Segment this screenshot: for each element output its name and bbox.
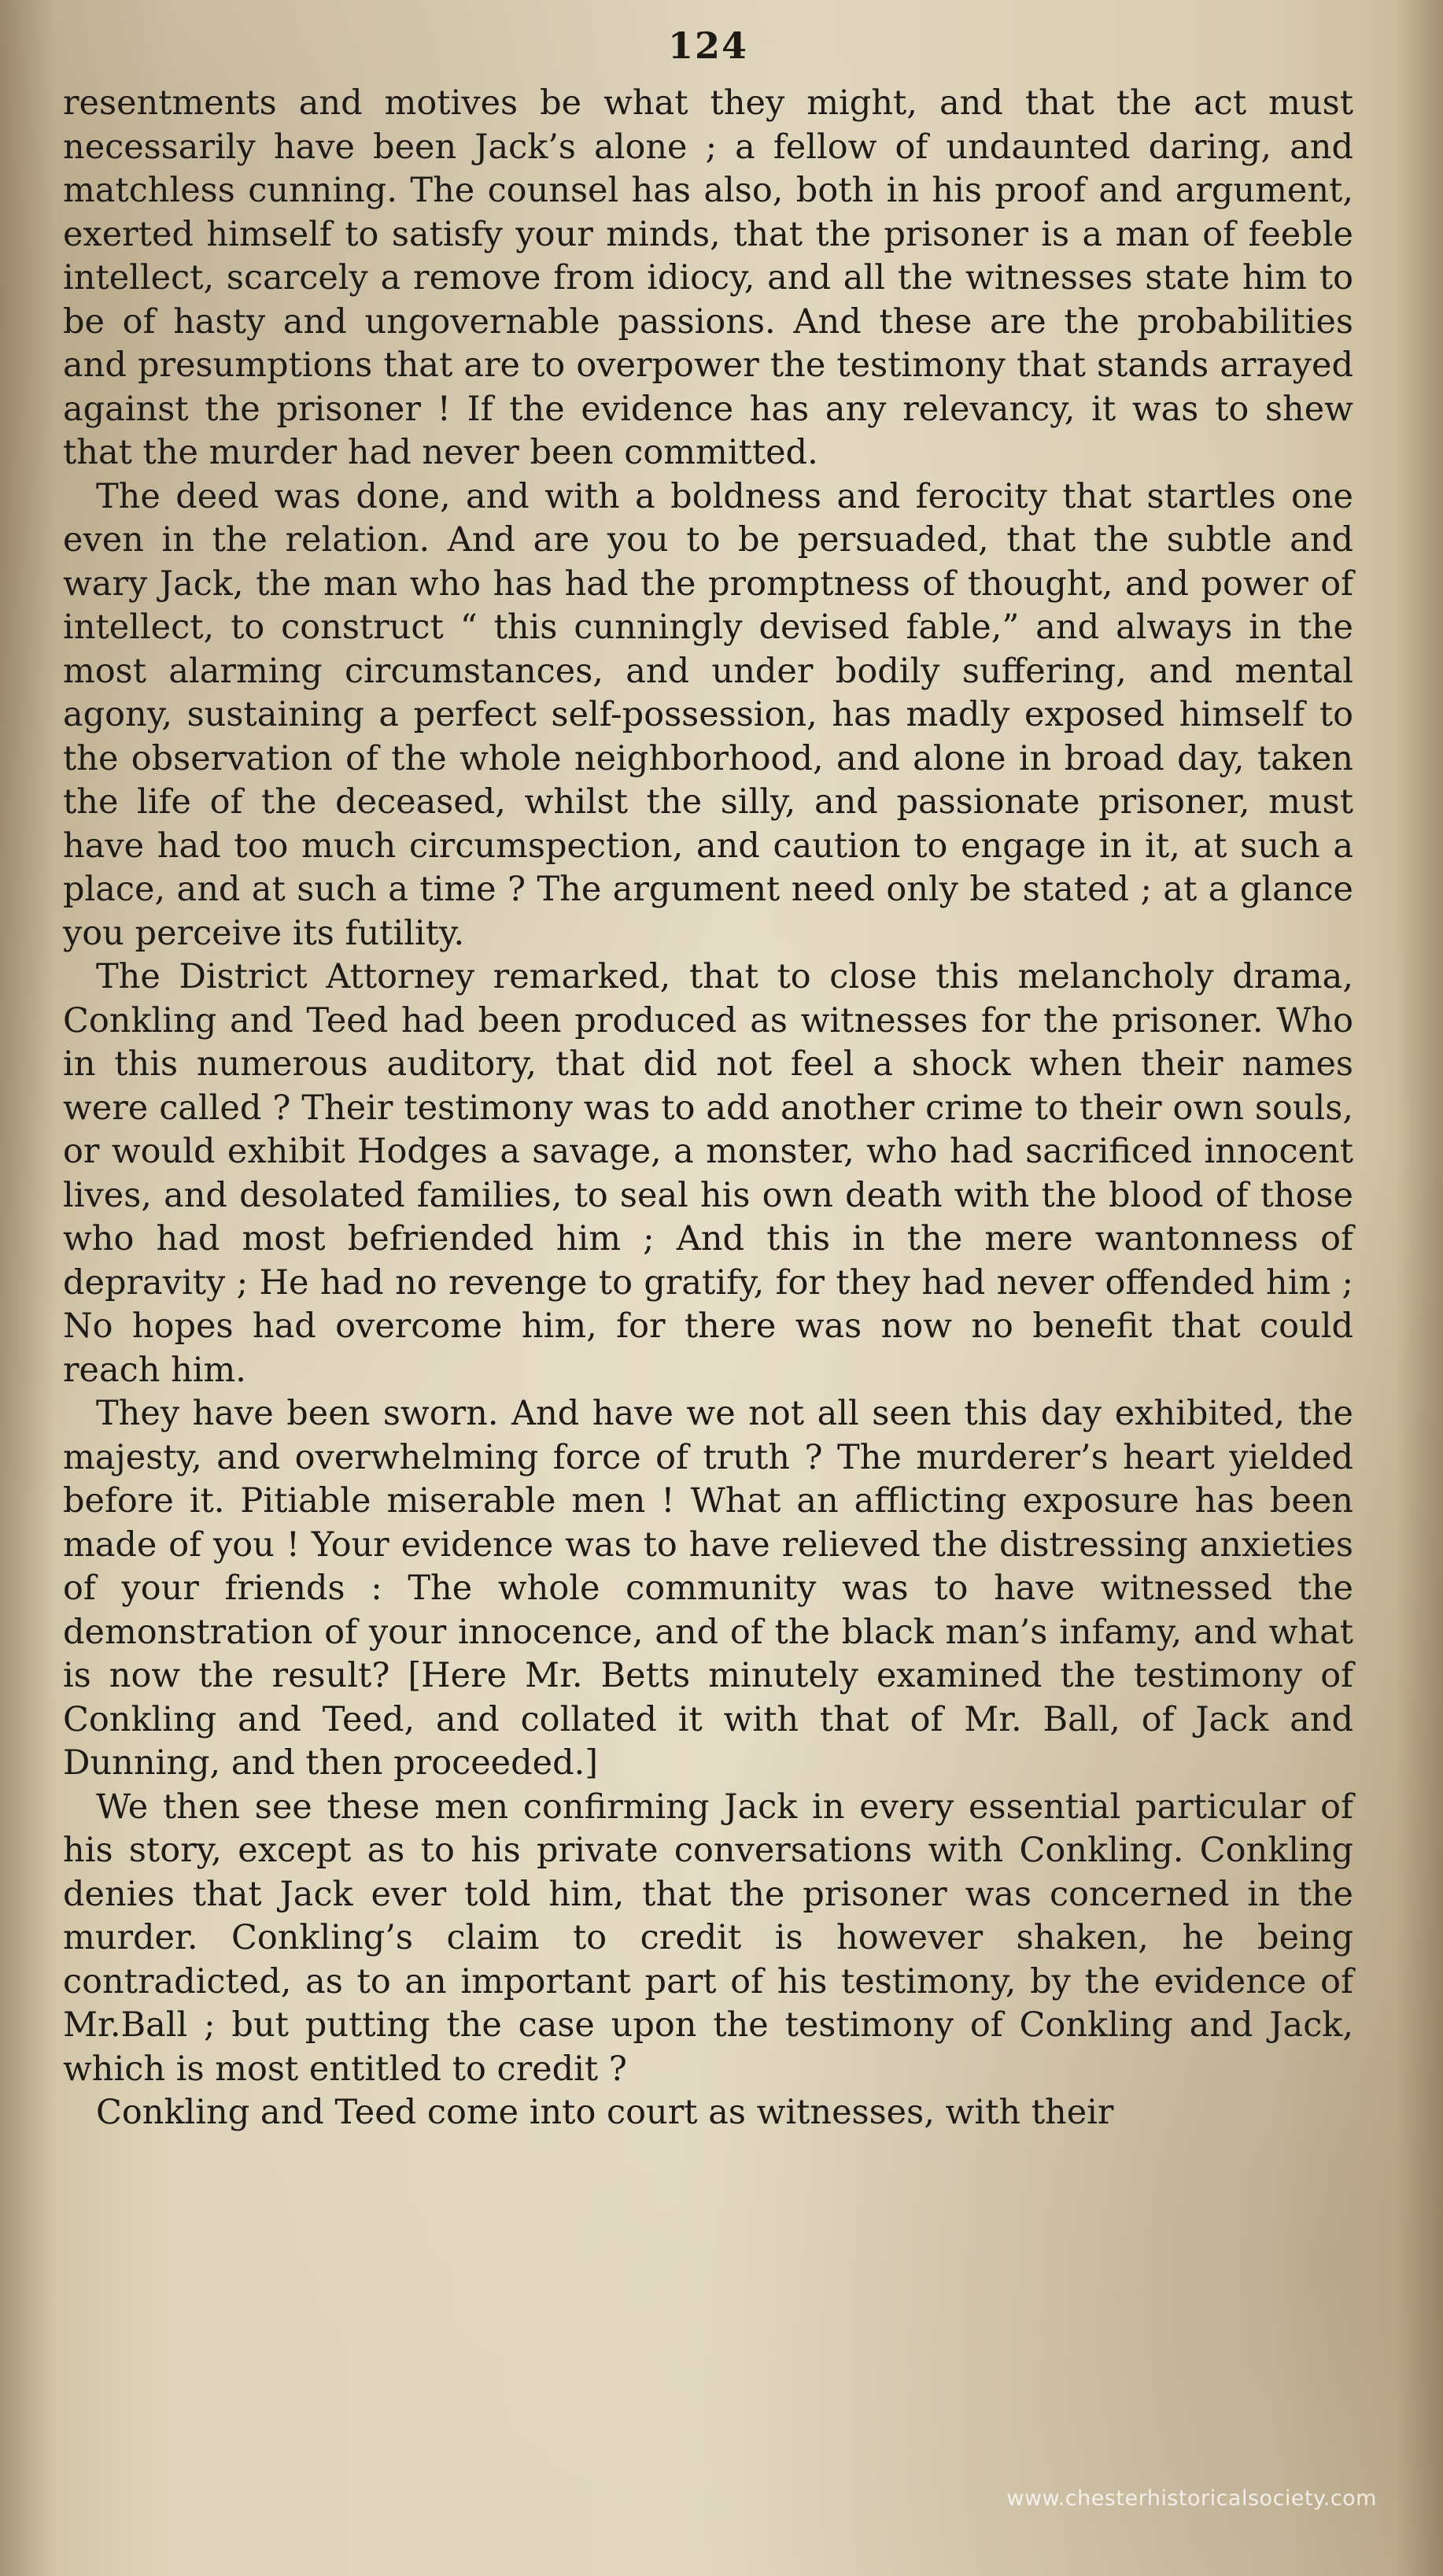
paragraph-1: resentments and motives be what they might, and that the act must necessarily have been Jack’s alone ; a fellow of undaunted daring, and matchless cunning. The counsel has also, both in his proof and argument, exerted himself to satisfy your minds, that the prisoner is a man of feeble intellect, scarcely a remove from idiocy, and all the witnesses state him to be of hasty and ungovernable passions. And these are the probabilities and presumptions that are to overpower the testimony that stands arrayed against the prisoner ! If the evidence has any relevancy, it was to shew that the murder had never been committed. (63, 83, 1353, 472)
paragraph-2: The deed was done, and with a boldness and ferocity that startles one even in the relation. And are you to be persuaded, that the subtle and wary Jack, the man who has had the promptness of thought, and power of intellect, to construct “ this cunningly devised fable,” and always in the most alarming circumstances, and under bodily suffering, and mental agony, sustaining a perfect self-possession, has madly exposed himself to the observation of the whole neighborhood, and alone in broad day, taken the life of the deceased, whilst the silly, and passionate prisoner, must have had too much circumspection, and caution to engage in it, at such a place, and at such a time ? The argument need only be stated ; at a glance you perceive its futility. (63, 476, 1353, 953)
paragraph-3: The District Attorney remarked, that to close this melancholy drama, Conkling and Teed had been produced as witnesses for the prisoner. Who in this numerous auditory, that did not feel a shock when their names were called ? Their testimony was to add another crime to their own souls, or would exhibit Hodges a savage, a monster, who had sacrificed innocent lives, and desolated families, to seal his own death with the blood of those who had most befriended him ; And this in the mere wantonness of depravity ; He had no revenge to gratify, for they had never offended him ; No hopes had overcome him, for there was now no benefit that could reach him. (63, 957, 1353, 1390)
page-edge-shadow-left (0, 0, 55, 2576)
paragraph-4: They have been sworn. And have we not all seen this day exhibited, the majesty, and overwhelming force of truth ? The murderer’s heart yielded before it. Pitiable miserable men ! What an afflicting exposure has been made of you ! Your evidence was to have relieved the distressing anxieties of your friends : The whole community was to have witnessed the demonstration of your innocence, and of the black man’s infamy, and what is now the result? [Here Mr. Betts minutely examined the testimony of Conkling and Teed, and collated it with that of Mr. Ball, of Jack and Dunning, and then proceeded.] (63, 1394, 1353, 1783)
watermark-text: www.chesterhistoricalsociety.com (1006, 2486, 1377, 2511)
page-number: 124 (667, 24, 749, 67)
page-edge-shadow-right (1396, 0, 1443, 2576)
paragraph-5: We then see these men confirming Jack in every essential particular of his story, except as to his private conversations with Conkling. Conkling denies that Jack ever told him, that the prisoner was concerned in the murder. Conkling’s claim to credit is however shaken, he being contradicted, as to an important part of his testimony, by the evidence of Mr.Ball ; but putting the case upon the testimony of Conkling and Jack, which is most entitled to credit ? (63, 1787, 1353, 2089)
paragraph-6: Conkling and Teed come into court as witnesses, with their (96, 2093, 1114, 2132)
page-body-text (63, 82, 1353, 2135)
book-page (63, 24, 1353, 2558)
